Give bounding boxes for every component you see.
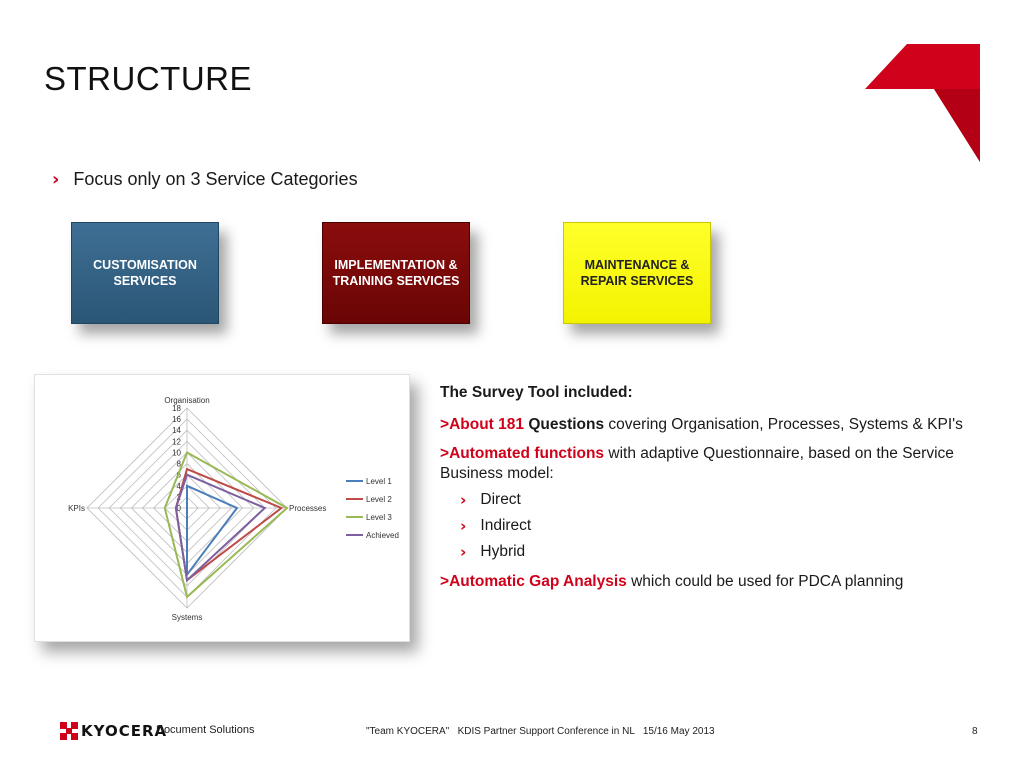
main-bullet — [52, 169, 358, 190]
footer-division: Document Solutions — [156, 724, 255, 736]
highlight-text: Automated functions — [449, 445, 605, 462]
corner-brand-mark — [862, 44, 982, 162]
highlight-text: About 181 — [449, 416, 524, 433]
service-box-customisation — [71, 222, 219, 324]
legend-label: Level 3 — [366, 513, 392, 522]
axis-label: Processes — [289, 504, 327, 513]
chevron-right-icon: › — [52, 169, 60, 190]
tick-label: 12 — [172, 437, 181, 447]
chevron-right-icon: › — [460, 517, 467, 535]
chevron-right-icon: › — [460, 543, 467, 561]
bold-text: Questions — [528, 416, 605, 433]
tick-label: 2 — [176, 492, 181, 502]
kyocera-mark-icon — [60, 722, 78, 740]
chevron-right-icon: › — [460, 491, 467, 509]
tick-label: 0 — [176, 504, 181, 513]
slide-title: STRUCTURE — [44, 60, 252, 97]
survey-item-automated — [440, 444, 1020, 484]
tick-label: 18 — [172, 404, 181, 413]
item-text: with adaptive Questionnaire, based on the Service Business model: — [440, 445, 954, 482]
axis-label: Systems — [171, 613, 203, 622]
legend-label: Achieved — [366, 531, 399, 540]
survey-heading: The Survey Tool included: — [440, 384, 633, 401]
service-box-maintenance — [563, 222, 711, 324]
item-text: which could be used for PDCA planning — [626, 573, 904, 590]
page-number: 8 — [972, 726, 978, 737]
highlight-text: Automatic Gap Analysis — [449, 573, 627, 590]
survey-item-gap-analysis — [440, 572, 1020, 592]
series-polygon — [176, 469, 282, 580]
survey-description — [440, 383, 1020, 601]
tick-label: 16 — [172, 415, 181, 425]
sub-item-text: Direct — [480, 491, 521, 508]
tick-label: 14 — [172, 426, 181, 436]
survey-item-questions — [440, 415, 1020, 435]
radar-chart — [34, 374, 410, 642]
service-label: IMPLEMENTATION & TRAINING SERVICES — [332, 258, 460, 288]
brand-wordmark: KYOCERA — [81, 722, 168, 740]
footer-conference: "Team KYOCERA" KDIS Partner Support Conference in NL 15/16 May 2013 — [366, 726, 715, 737]
item-text: covering Organisation, Processes, Systems & KPI's — [604, 416, 963, 433]
tick-label: 4 — [176, 481, 181, 491]
sub-item-text: Hybrid — [480, 543, 526, 560]
marker: > — [440, 416, 450, 433]
sub-item-text: Indirect — [480, 517, 532, 534]
service-box-implementation — [322, 222, 470, 324]
legend-label: Level 1 — [366, 477, 392, 486]
sub-item-hybrid — [460, 542, 1020, 562]
marker: > — [440, 445, 450, 462]
service-label: MAINTENANCE & REPAIR SERVICES — [580, 258, 694, 288]
sub-item-indirect — [460, 516, 1020, 536]
tick-label: 10 — [172, 448, 181, 458]
marker: > — [440, 573, 450, 590]
legend-label: Level 2 — [366, 495, 392, 504]
service-label: CUSTOMISATION SERVICES — [93, 258, 197, 288]
radar-chart-svg — [35, 375, 409, 641]
tick-label: 8 — [176, 459, 181, 469]
axis-label: KPIs — [68, 504, 85, 513]
sub-item-direct — [460, 490, 1020, 510]
axis-label: Organisation — [164, 396, 210, 405]
main-bullet-text: Focus only on 3 Service Categories — [73, 169, 358, 189]
tick-label: 6 — [176, 470, 181, 480]
kyocera-logo — [60, 722, 167, 740]
